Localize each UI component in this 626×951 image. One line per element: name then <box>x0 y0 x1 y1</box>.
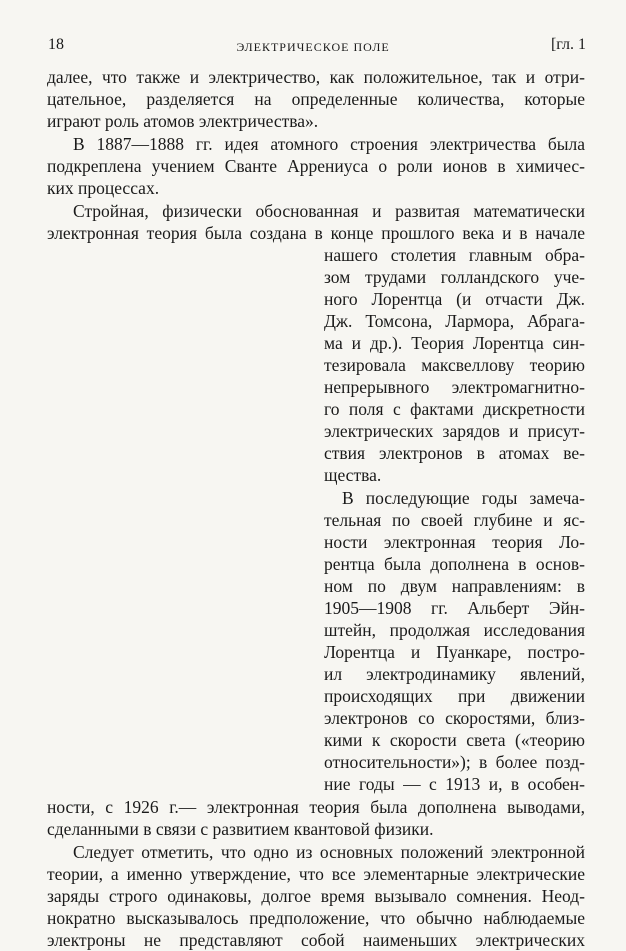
text-line: щества. <box>324 465 382 485</box>
text-line: штейн, продолжая исследования <box>324 620 585 640</box>
text-line: зом трудами голландского уче- <box>324 267 585 287</box>
text-line: заряды строго одинаковы, долгое время вызывало сомнения. Неод- <box>47 886 585 906</box>
text-line: электронов со скоростями, близ- <box>324 708 585 728</box>
text-line: играют роль атомов электричества». <box>47 111 319 131</box>
text-line: далее, что также и электричество, как положительное, так и отри- <box>47 67 585 87</box>
text-line: электрических зарядов и присут- <box>324 421 585 441</box>
text-line: рентца была дополнена в основ- <box>324 554 585 574</box>
text-line: электронная теория была создана в конце прошлого века и в начале <box>47 223 585 243</box>
text-line: Дж. Томсона, Лармора, Абрага- <box>324 311 585 331</box>
text-line: тельная по своей глубине и яс- <box>324 510 585 530</box>
text-line: ного Лорентца (и отчасти Дж. <box>324 289 585 309</box>
text-line: кими к скорости света («теорию <box>324 730 585 750</box>
text-line: непрерывного электромагнитно- <box>324 377 585 397</box>
text-line: теории, а именно утверждение, что все элементарные электрические <box>47 864 585 884</box>
text-line: ил электродинамику явлений, <box>324 664 585 684</box>
text-line: подкреплена учением Сванте Аррениуса о роли ионов в химичес- <box>47 156 585 176</box>
text-line: В последующие годы замеча- <box>342 488 585 508</box>
text-line: электроны не представляют собой наименьших электрических <box>47 930 585 950</box>
text-line: ности электронная теория Ло- <box>324 532 585 552</box>
text-line: 1905—1908 гг. Альберт Эйн- <box>324 598 585 618</box>
page-number: 18 <box>48 36 64 53</box>
text-line: относительности»); в более позд- <box>324 752 585 772</box>
text-line: ствия электронов в атомах ве- <box>324 443 585 463</box>
running-title: ЭЛЕКТРИЧЕСКОЕ ПОЛЕ <box>236 40 390 54</box>
text-line: тезировала максвеллову теорию <box>324 355 585 375</box>
text-line: Следует отметить, что одно из основных положений электронной <box>73 842 585 862</box>
text-line: Стройная, физически обоснованная и развитая математически <box>73 201 585 221</box>
text-line: ние годы — с 1913 и, в особен- <box>324 774 585 794</box>
text-line: цательное, разделяется на определенные количества, которые <box>47 89 585 109</box>
text-line: В 1887—1888 гг. идея атомного строения электричества была <box>73 134 585 154</box>
text-line: ма и др.). Теория Лорентца син- <box>324 333 585 353</box>
text-line: происходящих при движении <box>324 686 585 706</box>
text-line: сделанными в связи с развитием квантовой физики. <box>47 819 434 839</box>
text-line: ких процессах. <box>47 178 160 198</box>
text-line: ности, с 1926 г.— электронная теория была дополнена выводами, <box>47 797 585 817</box>
chapter-marker: [гл. 1 <box>550 36 586 53</box>
text-line: ном по двум направлениям: в <box>324 576 585 596</box>
text-line: го поля с фактами дискретности <box>324 399 585 419</box>
text-line: Лорентца и Пуанкаре, постро- <box>324 642 585 662</box>
text-line: нократно высказывалось предположение, что обычно наблюдаемые <box>47 908 585 928</box>
text-line: нашего столетия главным обра- <box>324 245 585 265</box>
